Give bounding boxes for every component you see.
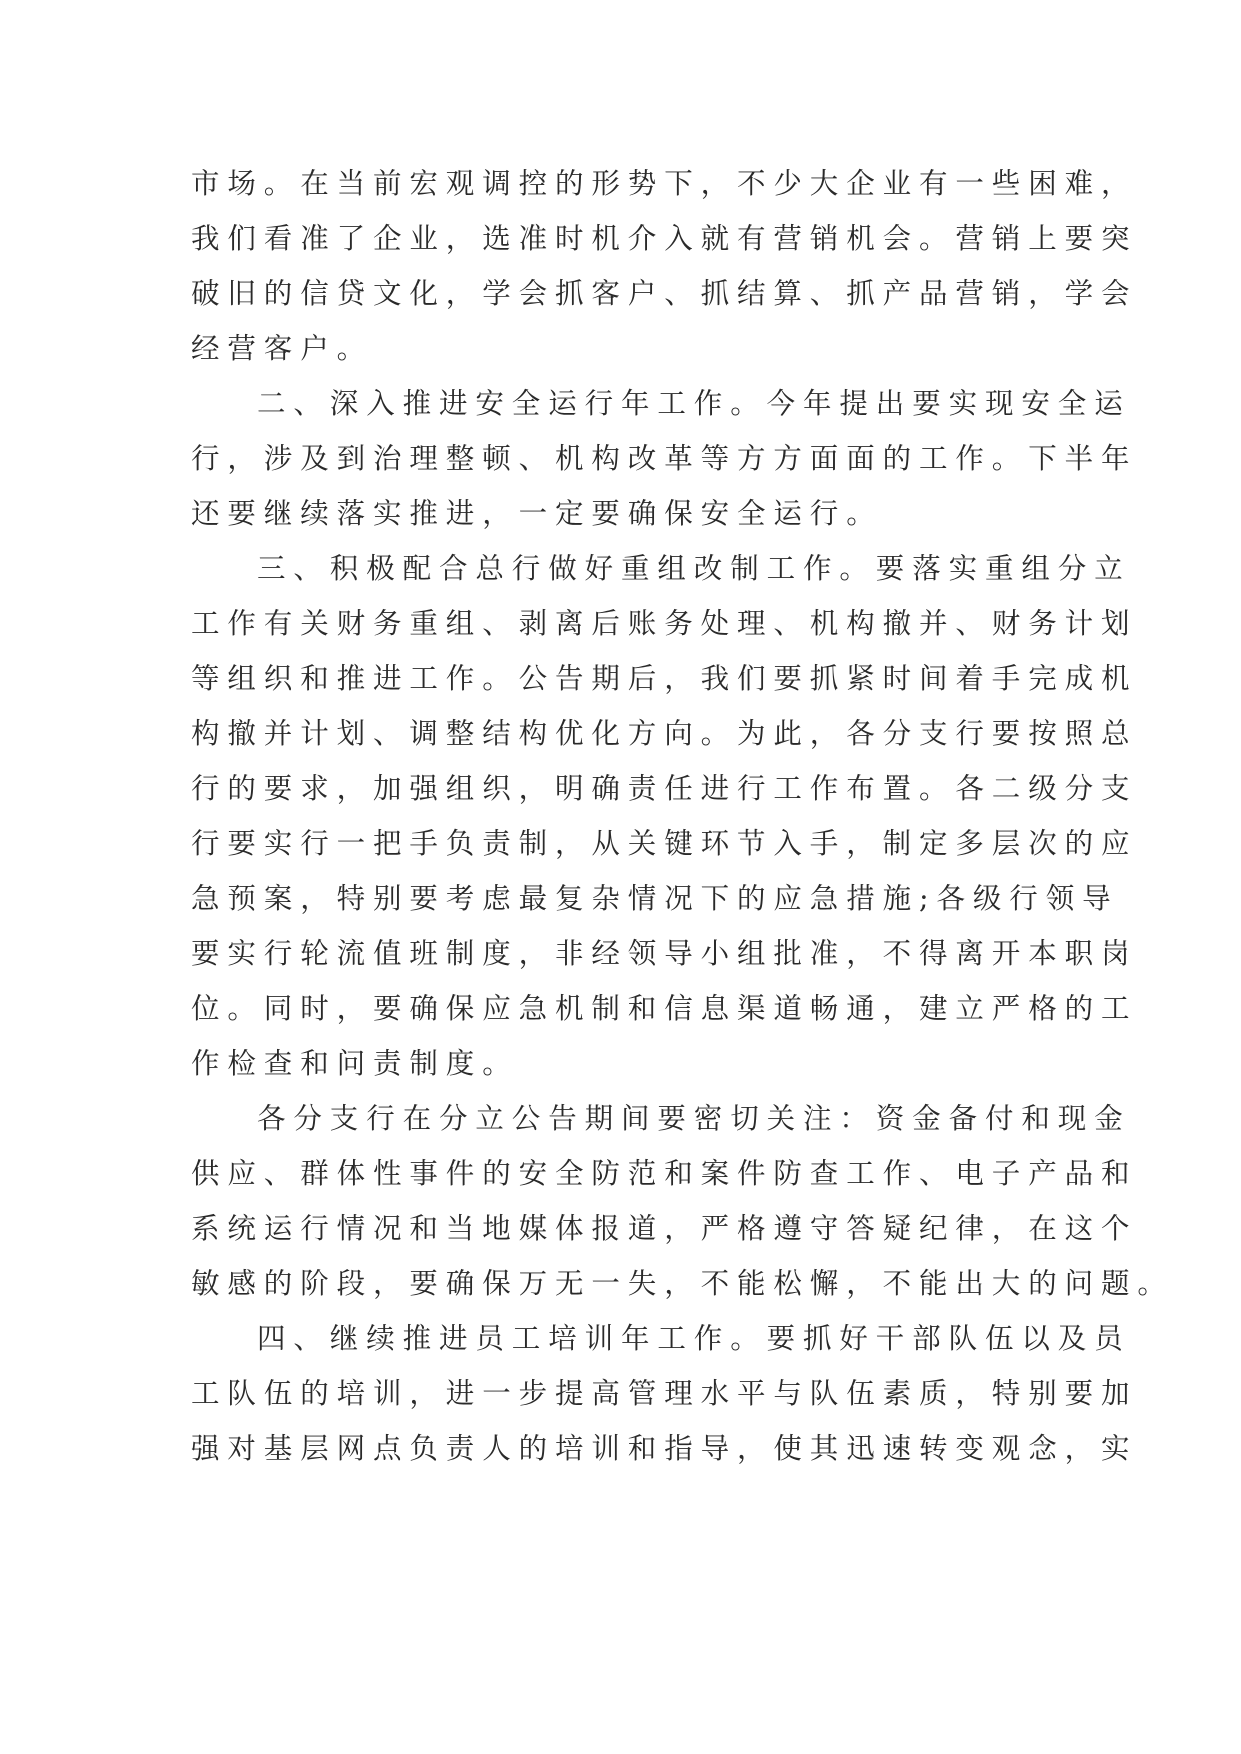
text-line: 要实行轮流值班制度，非经领导小组批准，不得离开本职岗 — [191, 937, 1138, 970]
text-line: 位。同时，要确保应急机制和信息渠道畅通，建立严格的工 — [191, 992, 1138, 1025]
text-line: 行，涉及到治理整顿、机构改革等方方面面的工作。下半年 — [191, 442, 1138, 475]
text-line: 作检查和问责制度。 — [191, 1047, 519, 1080]
text-line: 构撤并计划、调整结构优化方向。为此，各分支行要按照总 — [191, 717, 1138, 750]
text-line: 敏感的阶段，要确保万无一失，不能松懈，不能出大的问题。 — [191, 1267, 1174, 1300]
text-line: 四、继续推进员工培训年工作。要抓好干部队伍以及员 — [257, 1322, 1131, 1355]
text-line: 市场。在当前宏观调控的形势下，不少大企业有一些困难， — [191, 167, 1138, 200]
text-line: 工队伍的培训，进一步提高管理水平与队伍素质，特别要加 — [191, 1377, 1138, 1410]
paragraph-announcement-period — [191, 1091, 1174, 1311]
text-line: 系统运行情况和当地媒体报道，严格遵守答疑纪律，在这个 — [191, 1212, 1138, 1245]
document-body — [191, 156, 1174, 1476]
text-line: 还要继续落实推进，一定要确保安全运行。 — [191, 497, 883, 530]
text-line: 经营客户。 — [191, 332, 374, 365]
text-line: 等组织和推进工作。公告期后，我们要抓紧时间着手完成机 — [191, 662, 1138, 695]
paragraph-restructuring — [191, 541, 1138, 1091]
text-line: 三、积极配合总行做好重组改制工作。要落实重组分立 — [257, 552, 1131, 585]
text-line: 强对基层网点负责人的培训和指导，使其迅速转变观念，实 — [191, 1432, 1138, 1465]
text-line: 破旧的信贷文化，学会抓客户、抓结算、抓产品营销，学会 — [191, 277, 1138, 310]
paragraph-market — [191, 156, 1138, 376]
text-line: 行的要求，加强组织，明确责任进行工作布置。各二级分支 — [191, 772, 1138, 805]
text-line: 急预案，特别要考虑最复杂情况下的应急措施;各级行领导 — [191, 882, 1119, 915]
text-line: 工作有关财务重组、剥离后账务处理、机构撤并、财务计划 — [191, 607, 1138, 640]
text-line: 供应、群体性事件的安全防范和案件防查工作、电子产品和 — [191, 1157, 1138, 1190]
paragraph-staff-training — [191, 1311, 1138, 1476]
text-line: 二、深入推进安全运行年工作。今年提出要实现安全运 — [257, 387, 1131, 420]
paragraph-safety-operation — [191, 376, 1138, 541]
text-line: 我们看准了企业，选准时机介入就有营销机会。营销上要突 — [191, 222, 1138, 255]
text-line: 各分支行在分立公告期间要密切关注：资金备付和现金 — [257, 1102, 1131, 1135]
text-line: 行要实行一把手负责制，从关键环节入手，制定多层次的应 — [191, 827, 1138, 860]
